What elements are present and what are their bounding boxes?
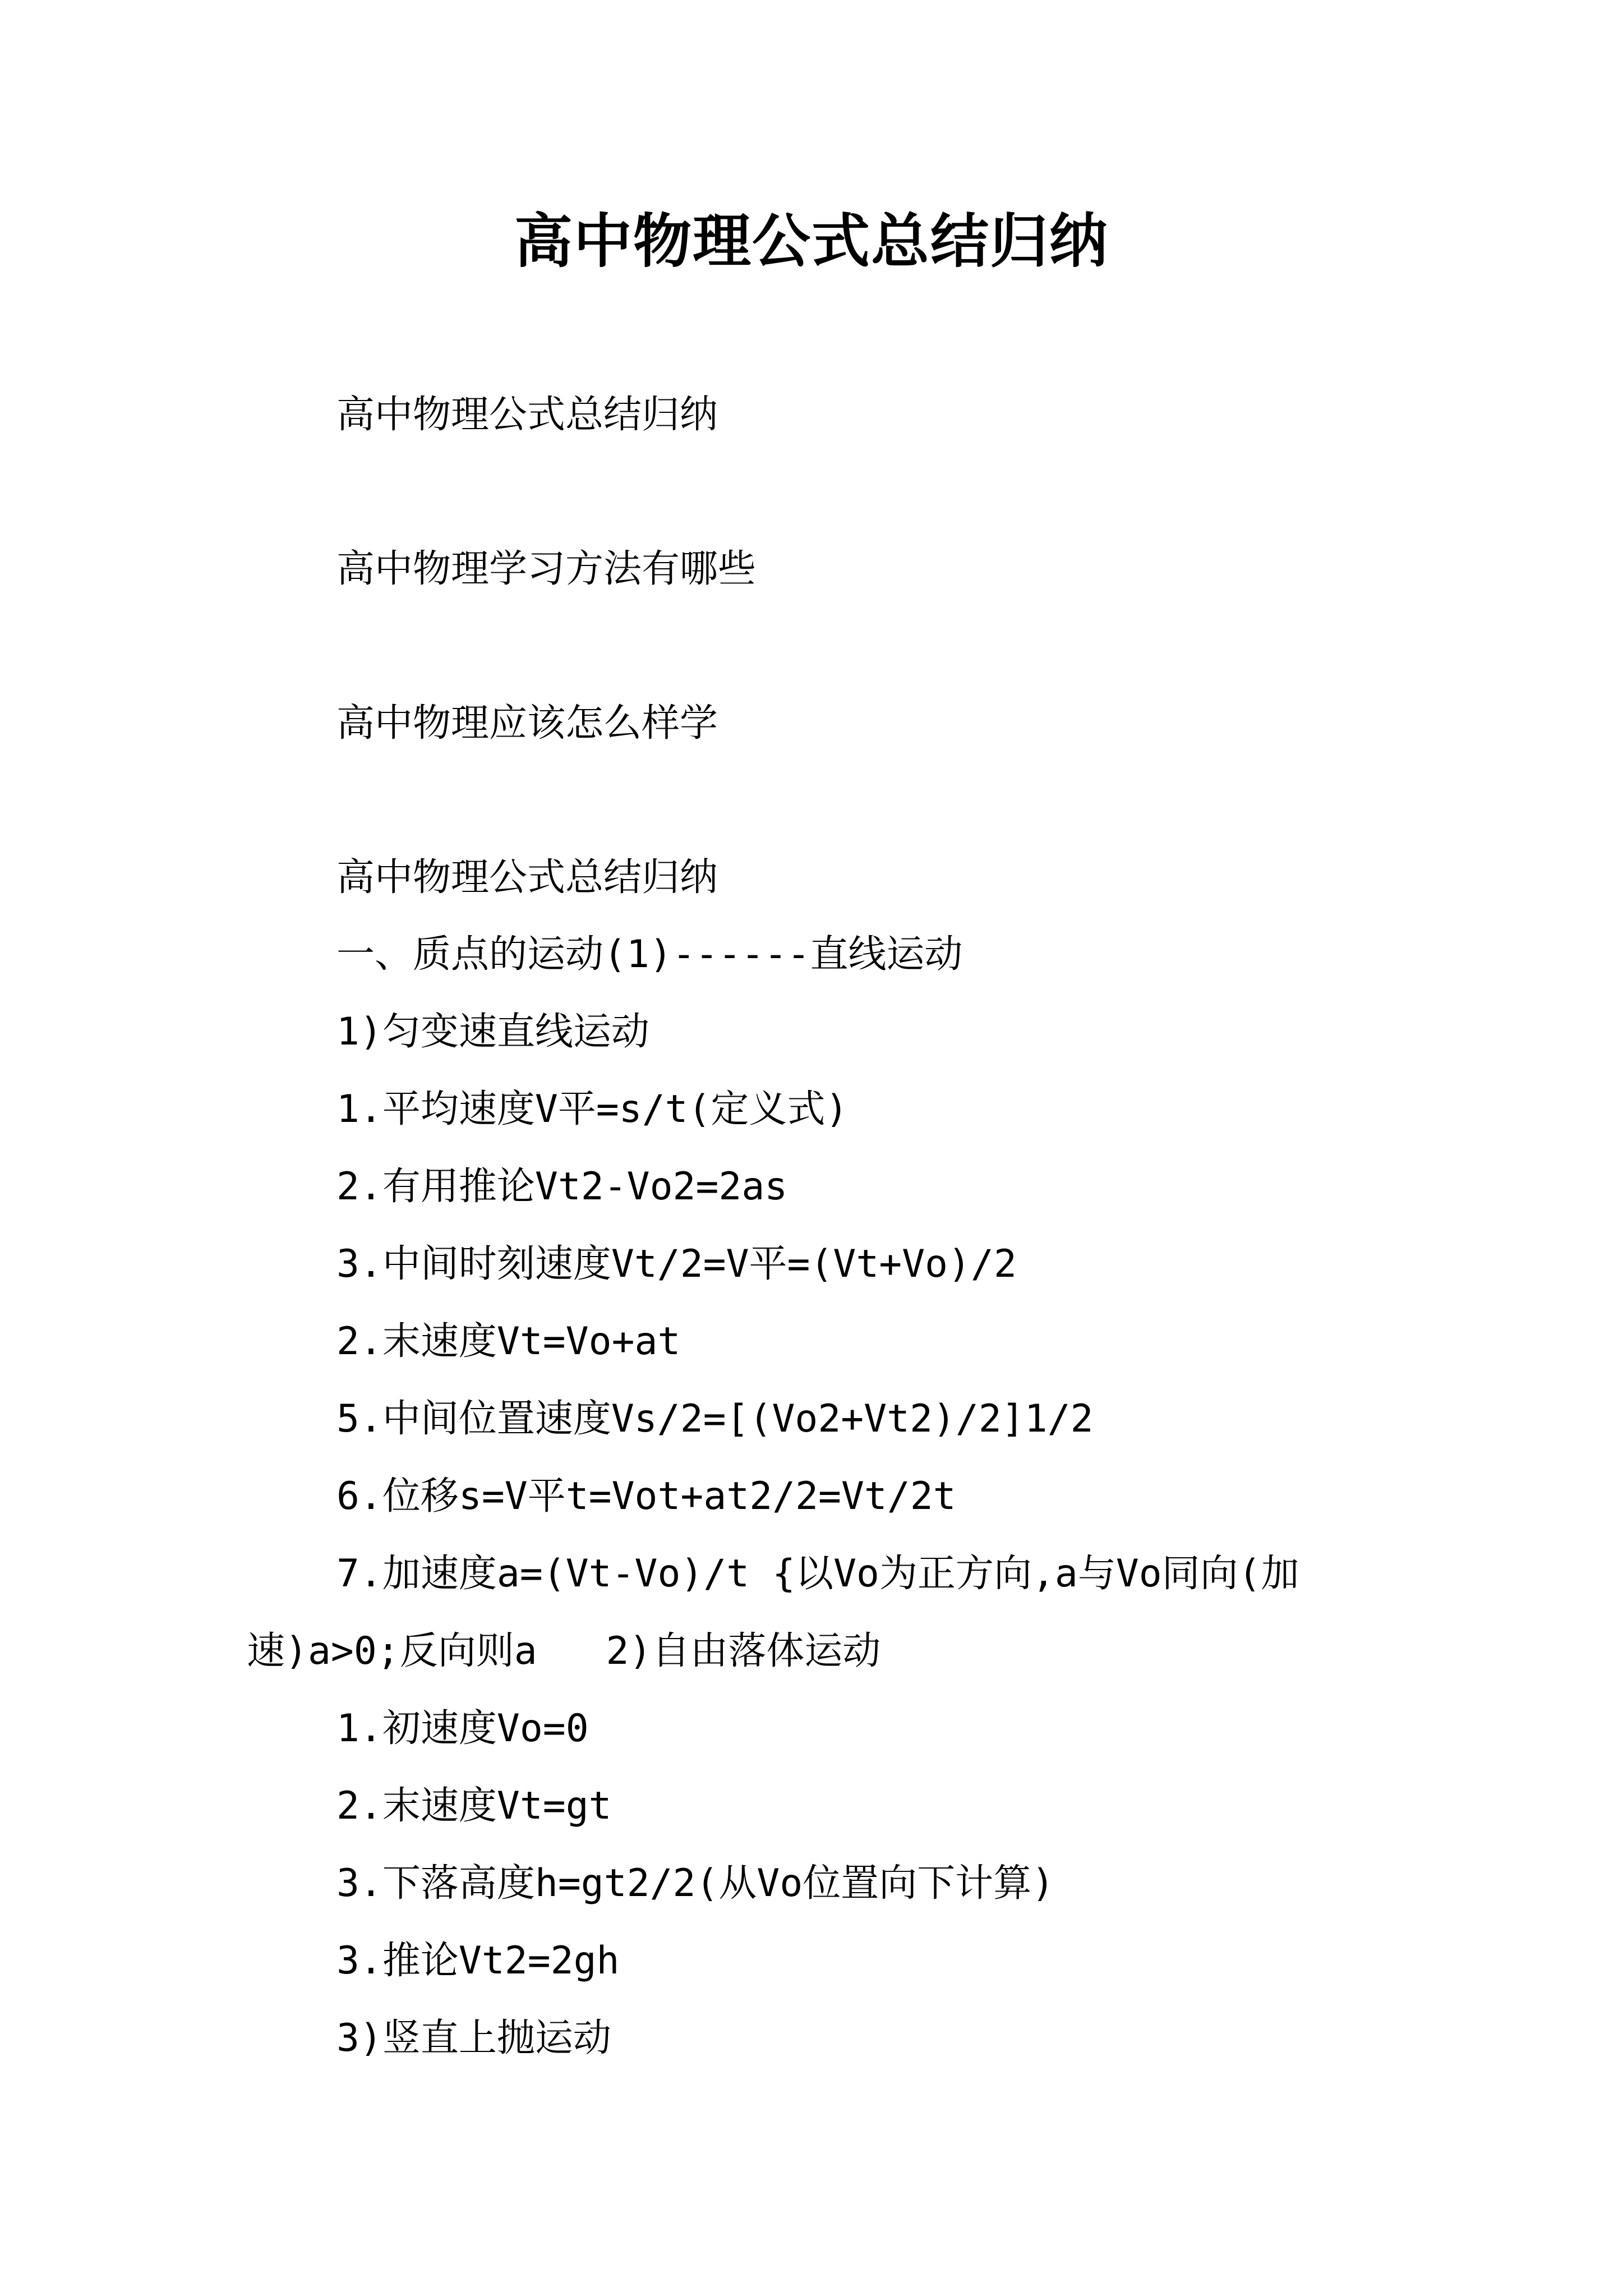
text-line: 3.中间时刻速度Vt/2=V平=(Vt+Vo)/2 <box>336 1242 1017 1286</box>
text-line: 2.末速度Vt=gt <box>336 1784 612 1828</box>
text-line: 速)a>0;反向则a 2)自由落体运动 <box>247 1629 881 1673</box>
text-line: 高中物理学习方法有哪些 <box>336 547 757 591</box>
text-line: 高中物理公式总结归纳 <box>336 393 718 437</box>
text-line: 7.加速度a=(Vt-Vo)/t {以Vo为正方向,a与Vo同向(加 <box>336 1552 1299 1596</box>
text-line: 3.下落高度h=gt2/2(从Vo位置向下计算) <box>336 1861 1055 1906</box>
text-line: 3.推论Vt2=2gh <box>336 1939 620 1983</box>
text-line: 1)匀变速直线运动 <box>336 1010 649 1054</box>
text-line: 高中物理应该怎么样学 <box>336 701 718 746</box>
text-line: 5.中间位置速度Vs/2=[(Vo2+Vt2)/2]1/2 <box>336 1397 1094 1441</box>
document-title: 高中物理公式总结归纳 <box>514 206 1109 275</box>
text-line: 高中物理公式总结归纳 <box>336 855 718 900</box>
text-line: 1.平均速度V平=s/t(定义式) <box>336 1087 849 1131</box>
text-line: 一、质点的运动(1)------直线运动 <box>336 932 963 977</box>
text-line: 1.初速度Vo=0 <box>336 1706 589 1751</box>
text-line: 2.末速度Vt=Vo+at <box>336 1319 681 1364</box>
text-line: 3)竖直上抛运动 <box>336 2016 611 2060</box>
text-line: 6.位移s=V平t=Vot+at2/2=Vt/2t <box>336 1474 956 1519</box>
text-line: 2.有用推论Vt2-Vo2=2as <box>336 1165 788 1209</box>
